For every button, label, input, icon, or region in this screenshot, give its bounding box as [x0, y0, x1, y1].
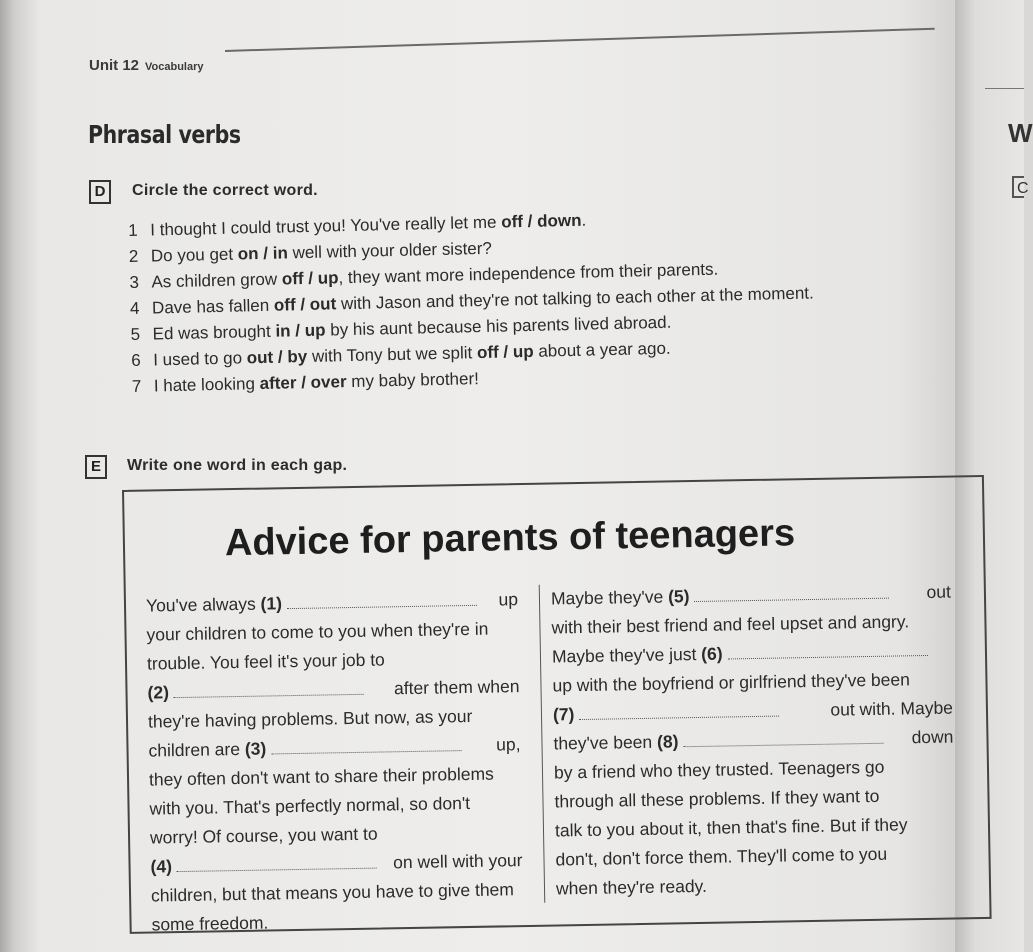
page-title: Phrasal verbs — [88, 120, 241, 149]
advice-left-column — [146, 585, 524, 939]
text-line: talk to you about it, then that's fine. But if they — [554, 814, 908, 841]
text-line: worry! Of course, you want to — [149, 823, 378, 848]
option-word[interactable]: out — [246, 347, 274, 368]
column-divider — [539, 585, 546, 903]
option-word[interactable]: after — [259, 373, 297, 394]
section-label: Vocabulary — [145, 61, 204, 73]
facing-page-letter: W — [1008, 118, 1033, 148]
advice-title: Advice for parents of teenagers — [224, 512, 796, 565]
unit-label: Unit 12 — [89, 57, 140, 74]
gap-1[interactable] — [287, 591, 477, 609]
option-word[interactable]: up — [304, 320, 326, 341]
text-line: up with the boyfriend or girlfriend they've been — [552, 669, 911, 696]
list-item: 5 Ed was brought in / up by his aunt because his parents lived abroad. — [130, 312, 672, 344]
option-word[interactable]: in — [272, 243, 289, 263]
option-word[interactable]: off — [476, 342, 499, 363]
text-line: (4) on well with your — [150, 850, 523, 877]
text-line: when they're ready. — [555, 875, 708, 899]
list-item: 7 I hate looking after / over my baby brother! — [131, 369, 480, 396]
text-line: they're having problems. But now, as your — [147, 705, 473, 732]
option-word[interactable]: off — [500, 212, 524, 232]
text-line: some freedom. — [151, 912, 269, 935]
list-item: 4 Dave has fallen off / out with Jason and they're not talking to each other at the moment. — [129, 283, 814, 318]
list-item: 3 As children grow off / up, they want more independence from their parents. — [129, 259, 719, 292]
exercise-d-items — [128, 202, 816, 399]
option-word[interactable]: down — [536, 210, 582, 231]
facing-page-box: C — [1012, 176, 1024, 198]
text-line: Maybe they've (5) out — [550, 581, 952, 609]
exercise-d-letter: D — [89, 180, 111, 204]
gap-6[interactable] — [727, 641, 927, 659]
text-line: You've always (1) up — [145, 589, 519, 616]
exercise-d-instruction: Circle the correct word. — [132, 182, 318, 199]
option-word[interactable]: over — [310, 372, 347, 392]
facing-rule — [985, 88, 1024, 89]
option-word[interactable]: off — [273, 295, 296, 315]
gap-5[interactable] — [694, 584, 889, 602]
text-line: with you. That's perfectly normal, so don't — [149, 792, 471, 819]
text-line: children, but that means you have to give them — [150, 879, 515, 906]
exercise-e-letter: E — [85, 455, 107, 479]
exercise-e-instruction: Write one word in each gap. — [127, 457, 348, 474]
list-item: 6 I used to go out / by with Tony but we split off / up about a year ago. — [131, 338, 671, 370]
text-line: trouble. You feel it's your job to — [146, 649, 385, 674]
list-item: 2 Do you get on / in well with your older sister? — [128, 238, 493, 266]
text-line: by a friend who they trusted. Teenagers go — [553, 756, 885, 783]
advice-right-column — [551, 578, 957, 904]
option-word[interactable]: by — [287, 346, 308, 367]
gap-8[interactable] — [683, 729, 883, 747]
text-line: your children to come to you when they're in — [146, 618, 489, 645]
text-line: through all these problems. If they want to — [554, 785, 880, 812]
unit-header — [89, 57, 204, 74]
text-line: don't, don't force them. They'll come to you — [555, 843, 888, 870]
option-word[interactable]: up — [512, 341, 534, 362]
gap-7[interactable] — [579, 702, 779, 720]
gap-3[interactable] — [271, 736, 461, 754]
gap-2[interactable] — [174, 680, 364, 698]
option-word[interactable]: off — [281, 269, 304, 289]
text-line: (7) out with. Maybe — [552, 697, 954, 725]
text-line: they often don't want to share their problems — [148, 763, 494, 790]
text-line: they've been (8) down — [553, 726, 954, 754]
text-line: Maybe they've just (6) — [552, 636, 952, 672]
option-word[interactable]: in — [275, 321, 291, 341]
list-item: 1 I thought I could trust you! You've really let me off / down. — [128, 210, 587, 240]
advice-box — [122, 475, 992, 934]
option-word[interactable]: up — [317, 268, 339, 288]
text-line: with their best friend and feel upset and angry. — [551, 611, 910, 638]
option-word[interactable]: on — [237, 244, 259, 264]
text-line: children are (3) up, — [148, 734, 521, 761]
option-word[interactable]: out — [309, 294, 337, 314]
text-line: (2) after them when — [147, 676, 520, 703]
gap-4[interactable] — [177, 854, 377, 872]
